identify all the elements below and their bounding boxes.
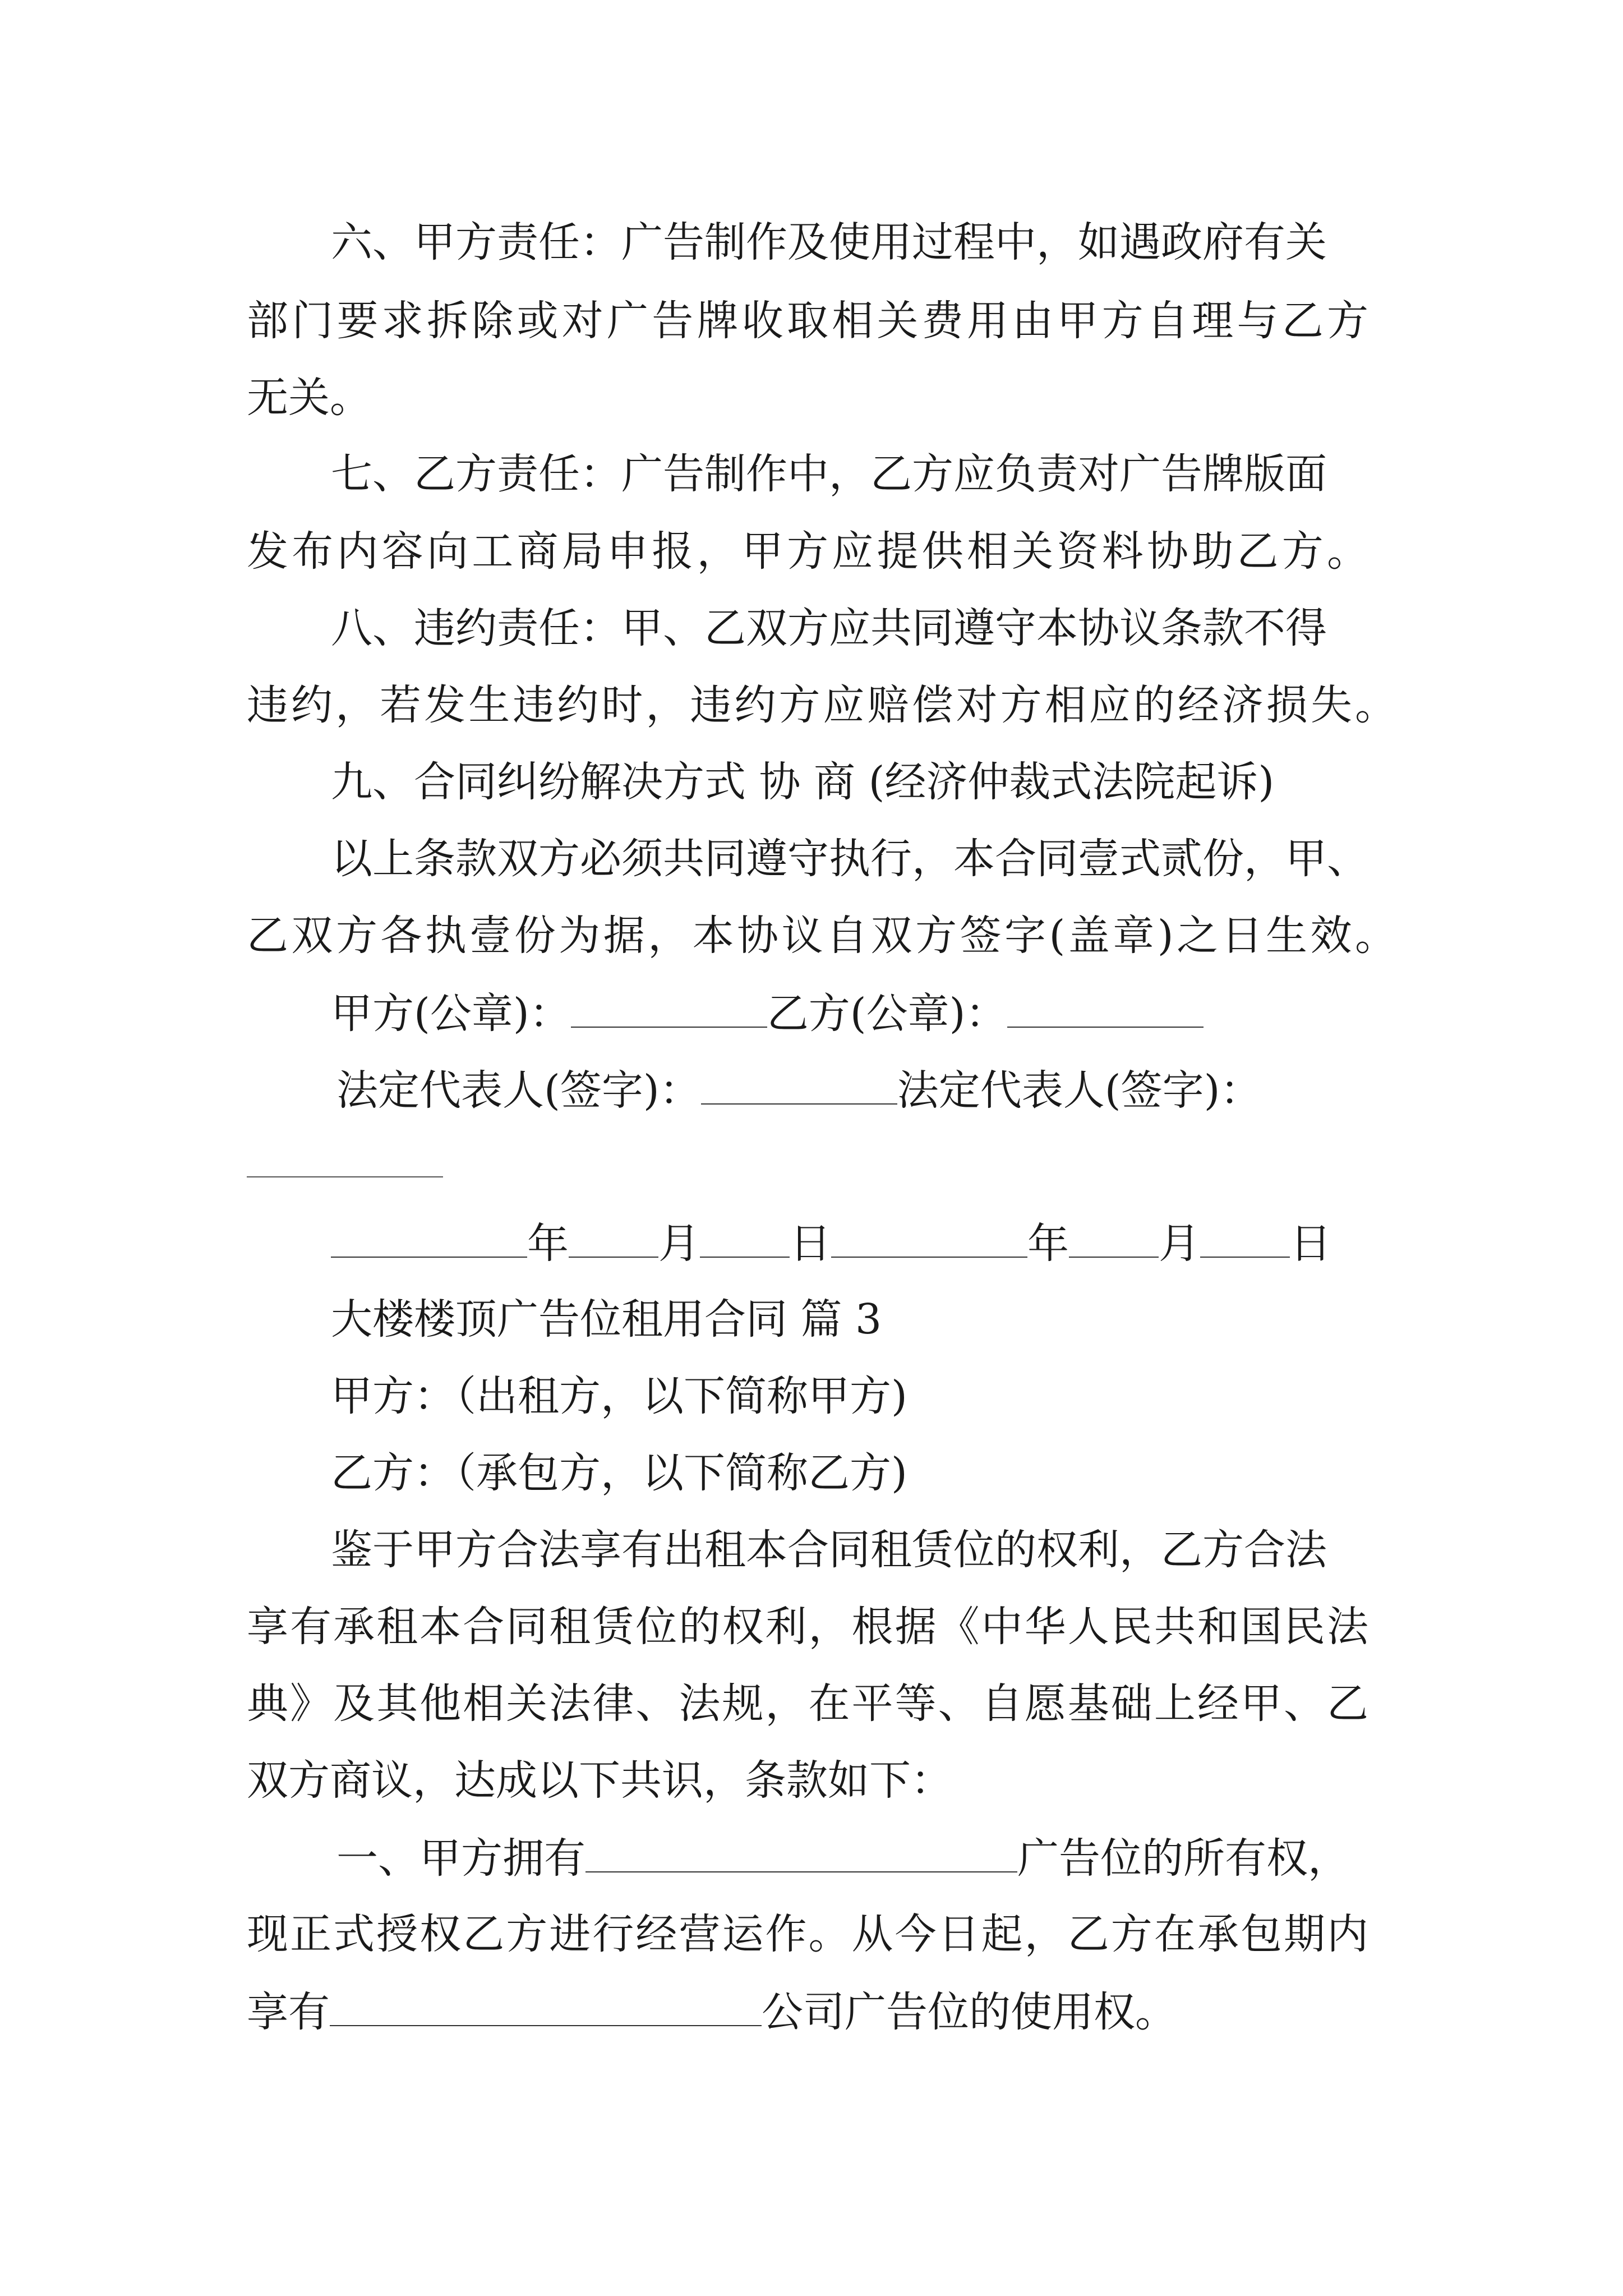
representative-line [336, 1066, 1262, 1115]
contract-3-title: 大楼楼顶广告位租用合同 篇 3 [331, 1295, 882, 1343]
date-b-month-blank [1069, 1222, 1159, 1258]
closing-line-2: 乙双方各执壹份为据，本协议自双方签字(盖章)之日生效。 [247, 912, 1396, 960]
clause-8-line-1: 八、违约责任：甲、乙双方应共同遵守本协议条款不得 [331, 604, 1327, 652]
clause-8-line-2: 违约，若发生违约时，违约方应赔偿对方相应的经济损失。 [247, 681, 1396, 729]
date-a-day-label: 日 [790, 1220, 831, 1268]
date-a-year-blank [331, 1222, 527, 1258]
clause-1-location-blank [585, 1837, 1017, 1872]
rep-a-label: 法定代表人(签字)： [336, 1066, 701, 1115]
date-a-month-label: 月 [658, 1220, 700, 1268]
date-b-day-label: 日 [1290, 1220, 1331, 1268]
party-b-seal-blank [1007, 992, 1204, 1028]
preamble-line-4: 双方商议，达成以下共识，条款如下： [247, 1756, 952, 1805]
closing-line-1: 以上条款双方必须共同遵守执行，本合同壹式贰份，甲、 [331, 835, 1368, 883]
clause-6-line-3: 无关。 [247, 374, 371, 422]
rep-b-label: 法定代表人(签字)： [897, 1066, 1262, 1115]
contract-3-party-a: 甲方：（出租方，以下简称甲方) [331, 1372, 907, 1420]
contract-3-clause-1-line-3 [247, 1988, 1177, 2036]
preamble-line-3: 典》及其他相关法律、法规，在平等、自愿基础上经甲、乙 [247, 1680, 1368, 1728]
clause-1-line-3-prefix: 享有 [247, 1988, 330, 2036]
date-b-day-blank [1200, 1222, 1290, 1258]
clause-6-line-2: 部门要求拆除或对广告牌收取相关费用由甲方自理与乙方 [247, 297, 1368, 345]
rep-b-blank [247, 1176, 443, 1177]
date-a-year-label: 年 [527, 1220, 569, 1268]
clause-6-line-1: 六、甲方责任：广告制作及使用过程中，如遇政府有关 [331, 218, 1327, 266]
party-a-seal-label: 甲方(公章)： [331, 990, 571, 1038]
date-b-year-blank [831, 1222, 1027, 1258]
clause-1-suffix: 广告位的所有权， [1017, 1834, 1349, 1883]
clause-1-line-3-suffix: 公司广告位的使用权。 [762, 1988, 1177, 2036]
date-a-day-blank [700, 1222, 790, 1258]
clause-7-line-2: 发布内容向工商局申报，甲方应提供相关资料协助乙方。 [247, 527, 1368, 576]
rep-a-blank [701, 1069, 897, 1105]
clause-9: 九、合同纠纷解决方式 协 商 (经济仲裁式法院起诉) [331, 758, 1275, 806]
date-b-year-label: 年 [1027, 1220, 1069, 1268]
contract-3-clause-1-line-2: 现正式授权乙方进行经营运作。从今日起，乙方在承包期内 [247, 1910, 1368, 1958]
clause-7-line-1: 七、乙方责任：广告制作中，乙方应负责对广告牌版面 [331, 450, 1327, 498]
date-a-month-blank [569, 1222, 658, 1258]
clause-1-company-blank [330, 1990, 762, 2026]
clause-1-prefix: 一、甲方拥有 [336, 1834, 585, 1883]
date-b-month-label: 月 [1159, 1220, 1200, 1268]
party-b-seal-label: 乙方(公章)： [767, 990, 1007, 1038]
preamble-line-2: 享有承租本合同租赁位的权利，根据《中华人民共和国民法 [247, 1603, 1368, 1651]
preamble-line-1: 鉴于甲方合法享有出租本合同租赁位的权利，乙方合法 [331, 1526, 1327, 1574]
contract-3-clause-1-line-1 [336, 1834, 1349, 1883]
contract-3-party-b: 乙方：（承包方，以下简称乙方) [331, 1449, 907, 1497]
party-a-seal-blank [571, 992, 767, 1028]
seal-line [331, 990, 1204, 1038]
date-line [331, 1220, 1331, 1268]
